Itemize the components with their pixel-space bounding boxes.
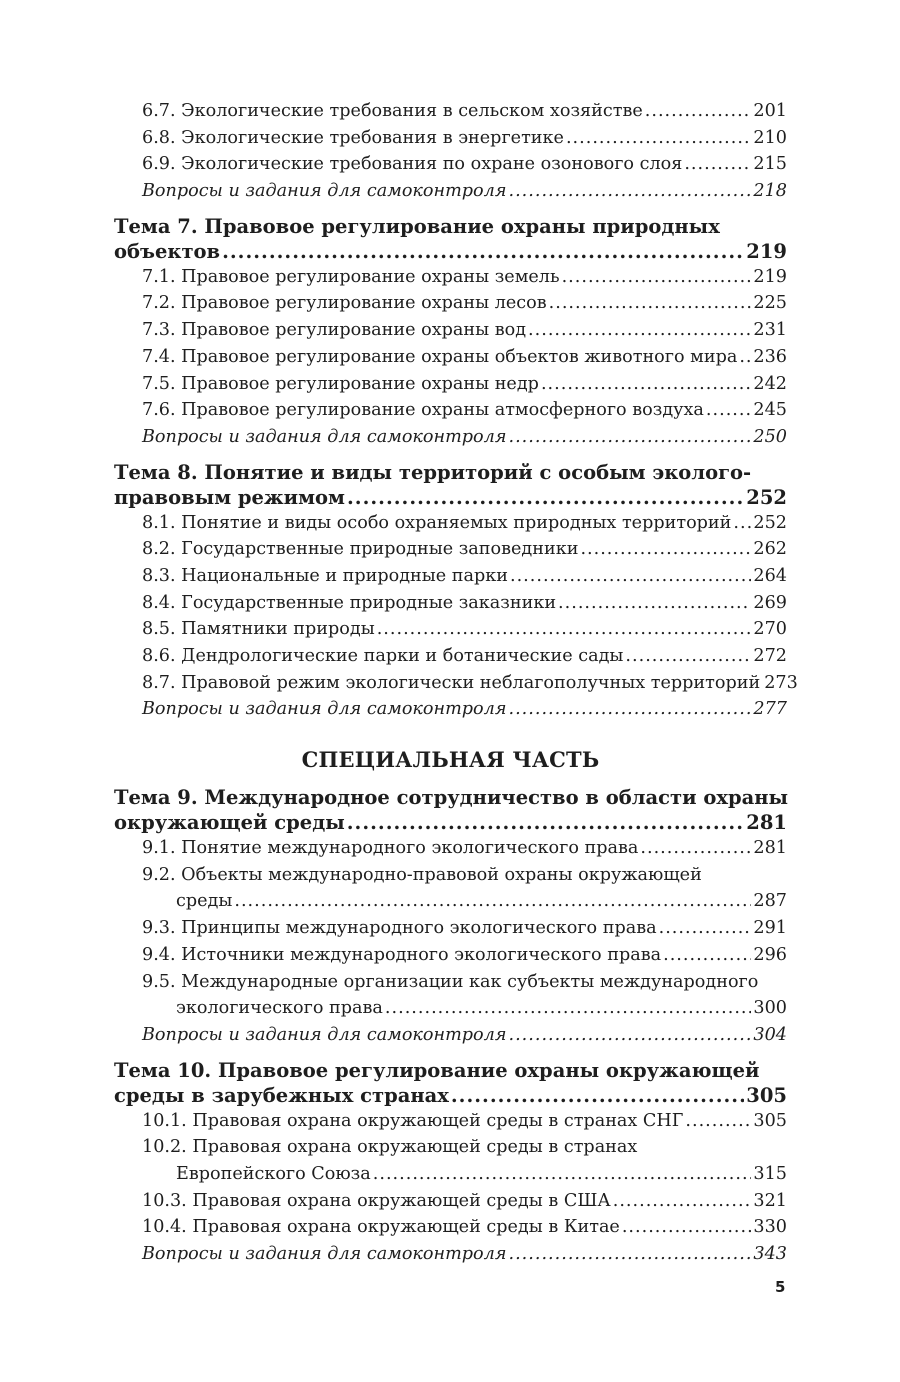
toc-theme-10 xyxy=(114,1058,787,1108)
theme-7-title-line2[interactable]: объектов ..... 219 xyxy=(114,239,787,264)
theme-9-title-line2[interactable]: окружающей среды ..... 281 xyxy=(114,810,787,835)
toc-entry-9-2-line2[interactable]: среды ..... 287 xyxy=(114,888,787,915)
toc-questions-8[interactable]: Вопросы и задания для самоконтроля ..... 277 xyxy=(114,696,787,723)
toc-entry-10-3[interactable]: 10.3. Правовая охрана окружающей среды в США ..... 321 xyxy=(114,1188,787,1215)
toc-questions-9[interactable]: Вопросы и задания для самоконтроля ..... 304 xyxy=(114,1022,787,1049)
toc-entry-8-1[interactable]: 8.1. Понятие и виды особо охраняемых природных территорий ..... 252 xyxy=(114,510,787,537)
theme-8-title-line2[interactable]: правовым режимом ..... 252 xyxy=(114,485,787,510)
toc-entry-8-2[interactable]: 8.2. Государственные природные заповедники ..... 262 xyxy=(114,536,787,563)
section-heading: СПЕЦИАЛЬНАЯ ЧАСТЬ xyxy=(301,747,600,773)
toc-questions-7[interactable]: Вопросы и задания для самоконтроля ..... 250 xyxy=(114,424,787,451)
toc-entry-7-4[interactable]: 7.4. Правовое регулирование охраны объектов животного мира ..... 236 xyxy=(114,344,787,371)
toc-entry-7-3[interactable]: 7.3. Правовое регулирование охраны вод ..... 231 xyxy=(114,317,787,344)
page-number: 5 xyxy=(775,1278,786,1296)
toc-questions-10[interactable]: Вопросы и задания для самоконтроля ..... 343 xyxy=(114,1241,787,1268)
theme-9-title-line1[interactable]: Тема 9. Международное сотрудничество в области охраны xyxy=(114,786,789,810)
toc-entry-8-5[interactable]: 8.5. Памятники природы ..... 270 xyxy=(114,616,787,643)
toc-entry-8-4[interactable]: 8.4. Государственные природные заказники ..... 269 xyxy=(114,590,787,617)
toc-entry-9-4[interactable]: 9.4. Источники международного экологического права ..... 296 xyxy=(114,942,787,969)
toc-entry-6-9[interactable]: 6.9. Экологические требования по охране озонового слоя ..... 215 xyxy=(114,151,787,178)
toc-entry-8-7[interactable]: 8.7. Правовой режим экологически неблагополучных территорий 273 xyxy=(142,672,798,693)
toc-entry-7-6[interactable]: 7.6. Правовое регулирование охраны атмосферного воздуха ..... 245 xyxy=(114,397,787,424)
toc-entry-10-4[interactable]: 10.4. Правовая охрана окружающей среды в Китае ..... 330 xyxy=(114,1214,787,1241)
toc-entry-7-1[interactable]: 7.1. Правовое регулирование охраны земель ..... 219 xyxy=(114,264,787,291)
toc-theme-7 xyxy=(114,214,787,264)
theme-7-title-line1[interactable]: Тема 7. Правовое регулирование охраны природных xyxy=(114,214,720,238)
table-of-contents xyxy=(114,98,798,1268)
toc-questions-6[interactable]: Вопросы и задания для самоконтроля ..... 218 xyxy=(114,178,787,205)
theme-10-title-line2[interactable]: среды в зарубежных странах ..... 305 xyxy=(114,1083,787,1108)
toc-entry-10-2-line1[interactable]: 10.2. Правовая охрана окружающей среды в странах xyxy=(142,1137,638,1158)
theme-8-title-line1[interactable]: Тема 8. Понятие и виды территорий с особым эколого- xyxy=(114,460,752,484)
toc-entry-8-6[interactable]: 8.6. Дендрологические парки и ботанические сады ..... 272 xyxy=(114,643,787,670)
toc-entry-10-2-line2[interactable]: Европейского Союза ..... 315 xyxy=(114,1161,787,1188)
toc-theme-9 xyxy=(114,785,787,835)
toc-entry-9-5-line2[interactable]: экологического права ..... 300 xyxy=(114,995,787,1022)
toc-entry-10-1[interactable]: 10.1. Правовая охрана окружающей среды в странах СНГ ..... 305 xyxy=(114,1108,787,1135)
toc-entry-7-2[interactable]: 7.2. Правовое регулирование охраны лесов ..... 225 xyxy=(114,290,787,317)
theme-10-title-line1[interactable]: Тема 10. Правовое регулирование охраны окружающей xyxy=(114,1058,760,1082)
toc-entry-9-3[interactable]: 9.3. Принципы международного экологического права ..... 291 xyxy=(114,915,787,942)
toc-entry-9-5-line1[interactable]: 9.5. Международные организации как субъекты международного xyxy=(142,971,759,992)
toc-entry-8-3[interactable]: 8.3. Национальные и природные парки ..... 264 xyxy=(114,563,787,590)
toc-entry-9-1[interactable]: 9.1. Понятие международного экологического права ..... 281 xyxy=(114,835,787,862)
toc-entry-7-5[interactable]: 7.5. Правовое регулирование охраны недр ..... 242 xyxy=(114,371,787,398)
toc-theme-8 xyxy=(114,460,787,510)
toc-entry-6-7[interactable]: 6.7. Экологические требования в сельском хозяйстве ..... 201 xyxy=(114,98,787,125)
toc-entry-6-8[interactable]: 6.8. Экологические требования в энергетике ..... 210 xyxy=(114,125,787,152)
toc-entry-9-2-line1[interactable]: 9.2. Объекты международно-правовой охраны окружающей xyxy=(142,864,702,885)
